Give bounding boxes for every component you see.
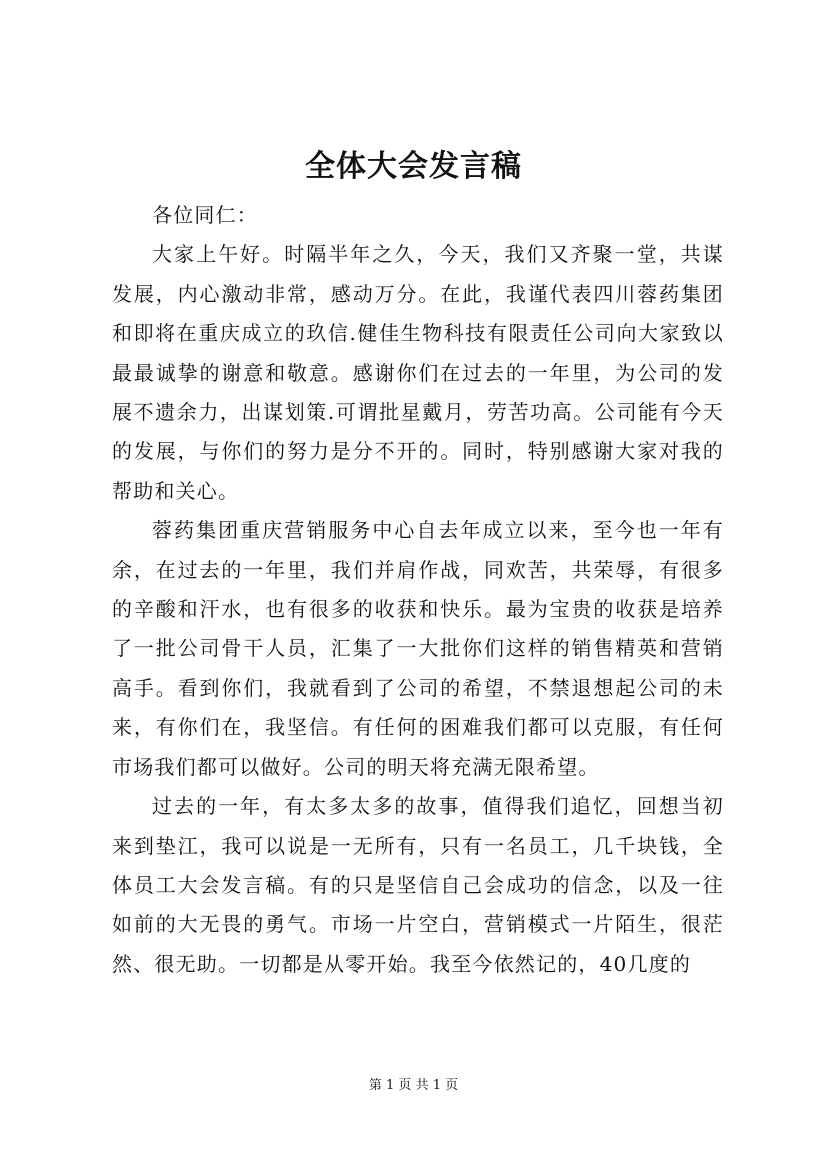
salutation: 各位同仁： — [152, 203, 258, 227]
page-footer: 第 1 页 共 1 页 — [368, 1078, 459, 1093]
paragraph-2: 蓉药集团重庆营销服务中心自去年成立以来，至今也一年有余，在过去的一年里，我们并肩作战，同欢苦，共荣辱，有很多的辛酸和汗水，也有很多的收获和快乐。最为宝贵的收获是培养了一批公司骨干人员，汇集了一大批你们这样的销售精英和营销高手。看到你们，我就看到了公司的希望，不禁退想起公司的未来，有你们在，我坚信。有任何的困难我们都可以克服，有任何市场我们都可以做好。公司的明天将充满无限希望。 — [112, 518, 724, 779]
page-title: 全体大会发言稿 — [305, 149, 522, 184]
paragraph-1: 大家上午好。时隔半年之久，今天，我们又齐聚一堂，共谋发展，内心激动非常，感动万分。在此，我谨代表四川蓉药集团和即将在重庆成立的玖信.健佳生物科技有限责任公司向大家致以最最诚挚的谢意和敬意。感谢你们在过去的一年里，为公司的发展不遗余力，出谋划策.可谓批星戴月，劳苦功高。公司能有今天的发展，与你们的努力是分不开的。同时，特别感谢大家对我的帮助和关心。 — [112, 242, 724, 503]
document-body — [112, 196, 724, 984]
paragraph-3: 过去的一年，有太多太多的故事，值得我们追忆，回想当初来到垫江，我可以说是一无所有，只有一名员工，几千块钱，全体员工大会发言稿。有的只是坚信自己会成功的信念，以及一往如前的大无畏的勇气。市场一片空白，营销模式一片陌生，很茫然、很无助。一切都是从零开始。我至今依然记的，40几度的 — [112, 794, 724, 976]
